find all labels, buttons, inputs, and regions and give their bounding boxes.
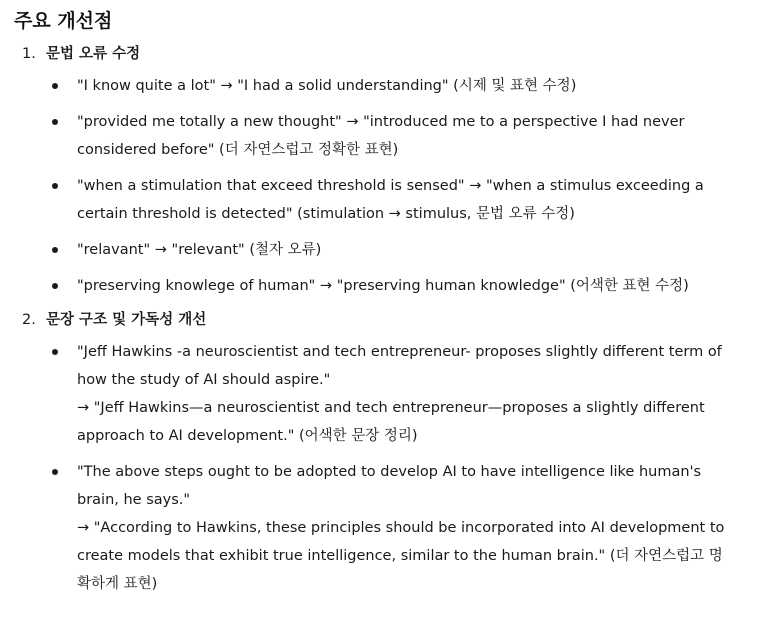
item-line: 확하게 표현) — [77, 576, 158, 592]
item-line: "The above steps ought to be adopted to develop AI to have intelligence like human's — [77, 464, 702, 480]
bullet-icon — [52, 83, 58, 89]
section-item-list — [14, 72, 751, 300]
item-line: certain threshold is detected" (stimulation → stimulus, 문법 오류 수정) — [77, 206, 575, 222]
list-item — [14, 272, 751, 300]
item-line: "relavant" → "relevant" (철자 오류) — [77, 242, 322, 258]
item-line: brain, he says." — [77, 492, 191, 508]
bullet-icon — [52, 469, 58, 475]
item-line: considered before" (더 자연스럽고 정확한 표현) — [77, 142, 399, 158]
item-line: "preserving knowlege of human" → "preserving human knowledge" (어색한 표현 수정) — [77, 278, 689, 294]
item-line: create models that exhibit true intelligence, similar to the human brain." (더 자연스럽고 명 — [77, 548, 723, 564]
list-item — [14, 458, 751, 598]
section-title: 문장 구조 및 가독성 개선 — [46, 312, 207, 328]
improvement-sections — [14, 42, 751, 598]
item-line: approach to AI development." (어색한 문장 정리) — [77, 428, 418, 444]
item-line: "when a stimulation that exceed threshold is sensed" → "when a stimulus exceeding a — [77, 178, 704, 194]
section-title: 문법 오류 수정 — [46, 46, 141, 62]
list-item — [14, 172, 751, 228]
section-heading — [14, 42, 751, 66]
page-title: 주요 개선점 — [14, 10, 113, 32]
item-line: "provided me totally a new thought" → "introduced me to a perspective I had never — [77, 114, 685, 130]
bullet-icon — [52, 247, 58, 253]
item-line: how the study of AI should aspire." — [77, 372, 331, 388]
section-number: 1. — [22, 46, 36, 62]
list-item — [14, 236, 751, 264]
list-item — [14, 338, 751, 450]
item-line: "I know quite a lot" → "I had a solid understanding" (시제 및 표현 수정) — [77, 78, 577, 94]
item-line: → "Jeff Hawkins—a neuroscientist and tech entrepreneur—proposes a slightly different — [77, 400, 705, 416]
list-item — [14, 108, 751, 164]
bullet-icon — [52, 283, 58, 289]
item-line: "Jeff Hawkins -a neuroscientist and tech entrepreneur- proposes slightly different term of — [77, 344, 722, 360]
item-line: → "According to Hawkins, these principles should be incorporated into AI development to — [77, 520, 725, 536]
section-heading — [14, 308, 751, 332]
list-item — [14, 72, 751, 100]
section-number: 2. — [22, 312, 36, 328]
section-grammar-fixes — [14, 42, 751, 300]
section-structure-readability — [14, 308, 751, 598]
bullet-icon — [52, 183, 58, 189]
section-item-list — [14, 338, 751, 598]
bullet-icon — [52, 119, 58, 125]
bullet-icon — [52, 349, 58, 355]
